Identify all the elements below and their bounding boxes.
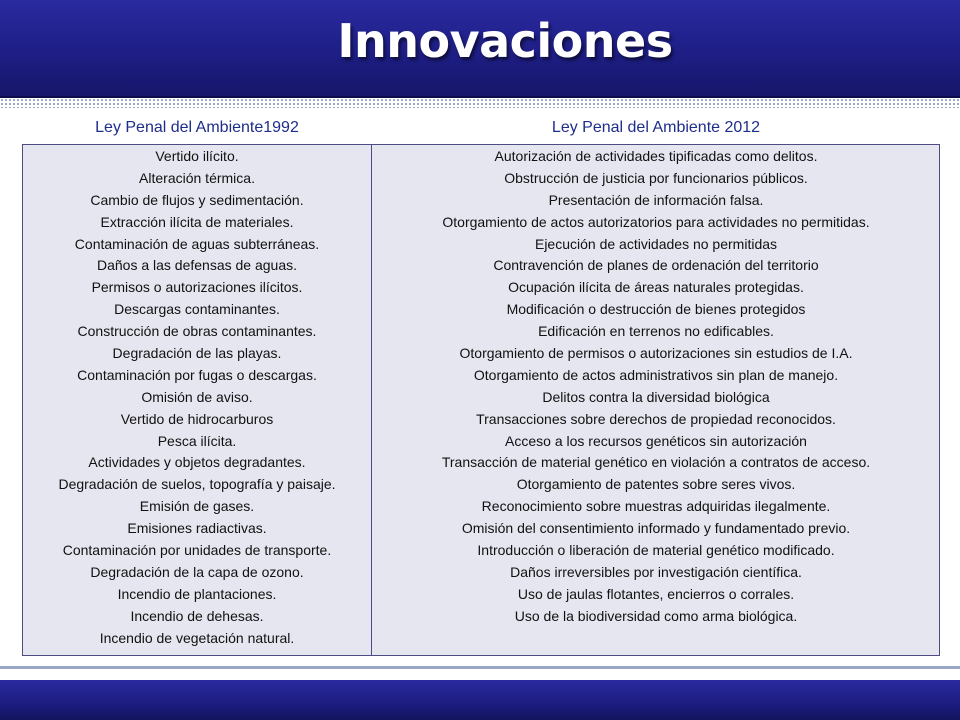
list-item-1992: Incendio de vegetación natural. [99, 629, 295, 646]
footer-band [0, 680, 960, 720]
list-item-1992: Vertido ilícito. [155, 148, 239, 164]
list-item-1992: Vertido de hidrocarburos [120, 410, 274, 427]
list-item-1992: Construcción de obras contaminantes. [77, 323, 317, 340]
list-item-1992: Emisiones radiactivas. [127, 520, 267, 537]
list-item-1992: Degradación de suelos, topografía y paisaje. [58, 476, 336, 493]
list-item-1992: Extracción ilícita de materiales. [100, 213, 294, 230]
list-item-1992: Contaminación por unidades de transporte. [62, 542, 332, 559]
slide-title: Innovaciones [337, 14, 673, 68]
list-item-2012: Daños irreversibles por investigación científica. [510, 563, 802, 580]
list-item-1992: Pesca ilícita. [157, 432, 237, 449]
list-item-2012: Otorgamiento de actos autorizatorios para actividades no permitidas. [442, 213, 870, 230]
list-item-1992: Descargas contaminantes. [114, 301, 280, 318]
list-item-1992: Incendio de dehesas. [130, 607, 264, 624]
list-item-2012: Uso de jaulas flotantes, encierros o corrales. [517, 585, 795, 602]
list-1992 [22, 146, 372, 649]
list-item-1992: Contaminación por fugas o descargas. [77, 366, 317, 383]
list-item-1992: Permisos o autorizaciones ilícitos. [91, 279, 303, 296]
list-item-2012: Uso de la biodiversidad como arma biológica. [514, 607, 798, 624]
list-item-2012: Introducción o liberación de material genético modificado. [477, 542, 835, 559]
list-item-2012: Reconocimiento sobre muestras adquiridas ilegalmente. [481, 498, 831, 515]
list-item-2012: Ocupación ilícita de áreas naturales protegidas. [508, 279, 804, 296]
list-item-2012: Obstrucción de justicia por funcionarios públicos. [504, 169, 808, 186]
list-item-2012: Acceso a los recursos genéticos sin autorización [505, 432, 807, 449]
list-item-2012: Otorgamiento de permisos o autorizaciones sin estudios de I.A. [459, 345, 853, 362]
list-item-2012: Presentación de información falsa. [548, 191, 764, 208]
list-item-2012: Transacciones sobre derechos de propiedad reconocidos. [476, 410, 836, 427]
list-item-1992: Incendio de plantaciones. [117, 585, 277, 602]
header-2012: Ley Penal del Ambiente 2012 [551, 119, 761, 136]
list-item-2012: Omisión del consentimiento informado y fundamentado previo. [461, 520, 851, 537]
dotted-divider [0, 98, 960, 108]
list-item-2012: Transacción de material genético en violación a contratos de acceso. [441, 454, 871, 471]
list-item-1992: Omisión de aviso. [141, 388, 253, 405]
header-1992: Ley Penal del Ambiente1992 [95, 119, 299, 136]
list-item-1992: Degradación de la capa de ozono. [90, 563, 304, 580]
list-item-2012: Otorgamiento de patentes sobre seres vivos. [516, 476, 796, 493]
list-item-1992: Emisión de gases. [139, 498, 255, 515]
list-item-1992: Contaminación de aguas subterráneas. [74, 235, 320, 252]
list-item-2012: Edificación en terrenos no edificables. [538, 323, 774, 340]
list-item-2012: Autorización de actividades tipificadas como delitos. [494, 148, 818, 164]
list-item-2012: Delitos contra la diversidad biológica [542, 388, 770, 405]
list-item-2012: Modificación o destrucción de bienes protegidos [506, 301, 806, 318]
list-item-1992: Alteración térmica. [139, 169, 255, 186]
list-2012 [372, 146, 940, 628]
list-item-1992: Daños a las defensas de aguas. [96, 257, 298, 274]
list-item-1992: Degradación de las playas. [112, 345, 282, 362]
footer-divider [0, 666, 960, 669]
list-item-2012: Contravención de planes de ordenación del territorio [493, 257, 819, 274]
list-item-1992: Actividades y objetos degradantes. [88, 454, 306, 471]
list-item-2012: Otorgamiento de actos administrativos sin plan de manejo. [473, 366, 839, 383]
list-item-2012: Ejecución de actividades no permitidas [534, 235, 778, 252]
list-item-1992: Cambio de flujos y sedimentación. [90, 191, 304, 208]
